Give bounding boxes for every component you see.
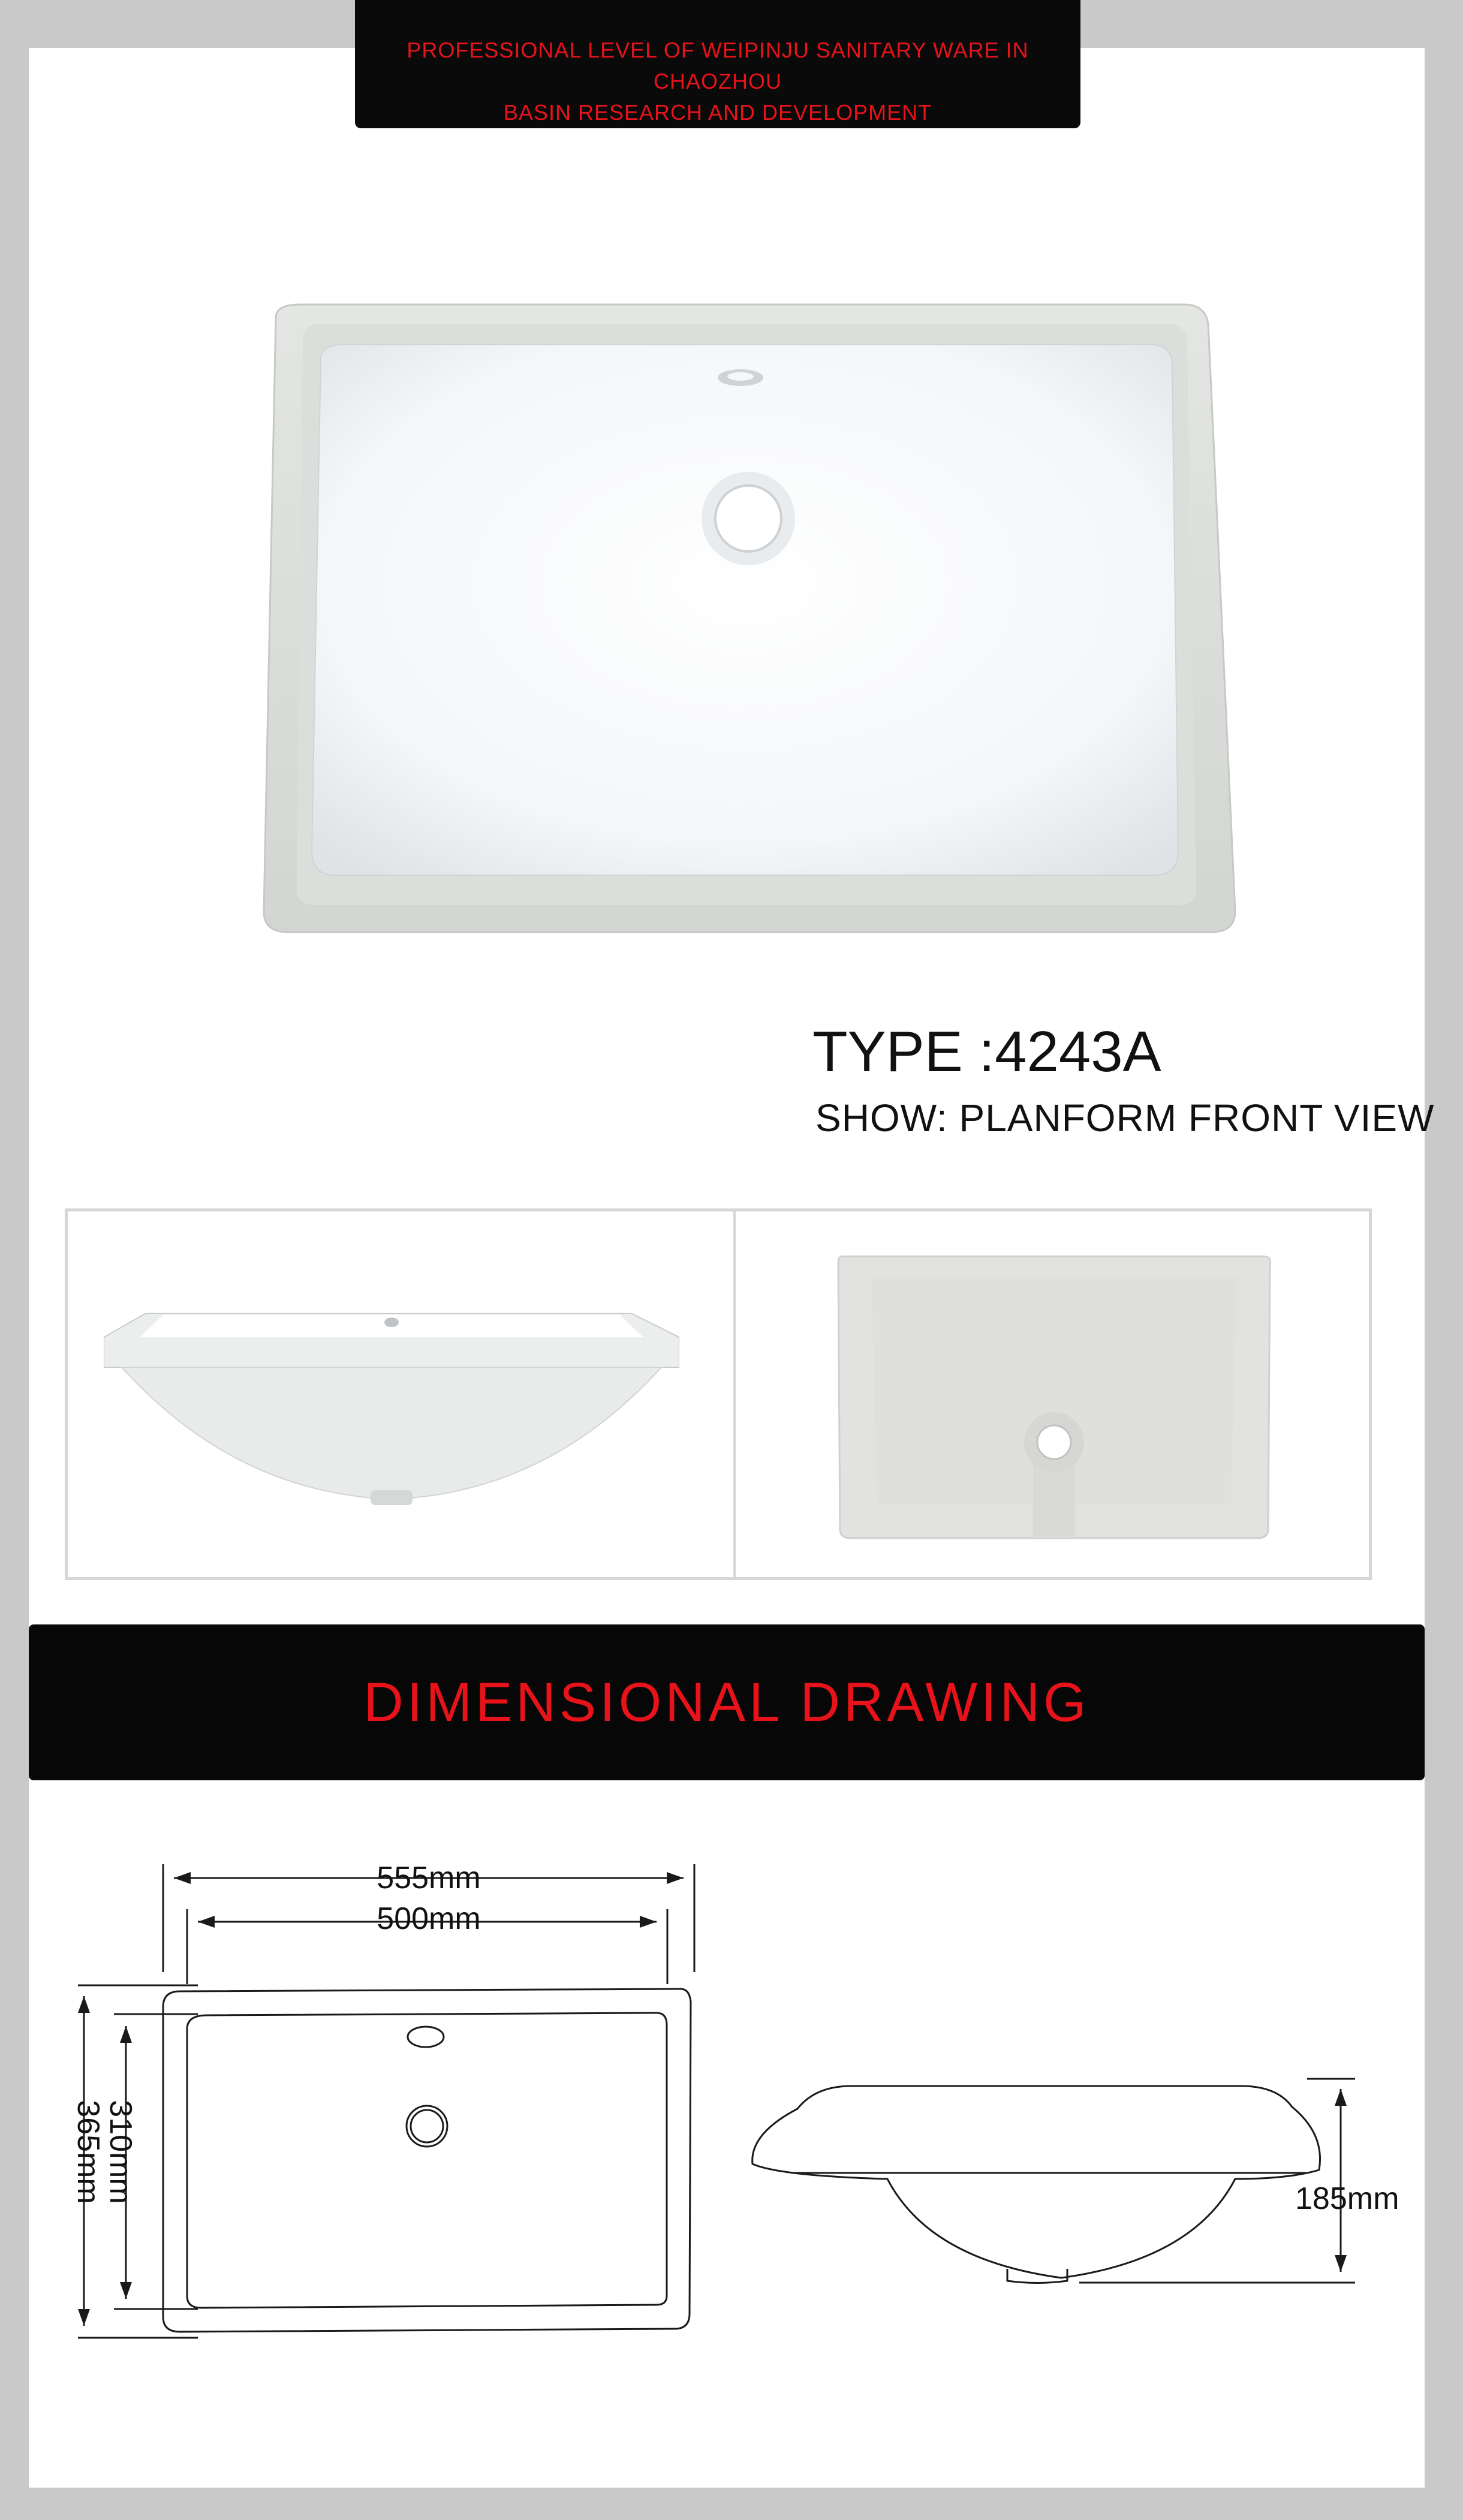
section-banner	[29, 1624, 1425, 1780]
brand-line-2: BASIN RESEARCH AND DEVELOPMENT	[503, 100, 932, 125]
views-divider	[733, 1211, 736, 1577]
outer-depth-label: 365mm	[71, 2100, 106, 2204]
basin-bottom-photo	[835, 1253, 1273, 1541]
inner-depth-label: 310mm	[103, 2100, 138, 2204]
inner-width-label: 500mm	[377, 1901, 481, 1936]
section-title: DIMENSIONAL DRAWING	[363, 1671, 1090, 1733]
height-label: 185mm	[1295, 2181, 1399, 2216]
dimension-drawing	[0, 1828, 1463, 2458]
outer-width-label: 555mm	[377, 1861, 481, 1895]
product-type: TYPE :4243A	[812, 1020, 1161, 1084]
basin-top-photo	[252, 300, 1241, 941]
view-caption: SHOW: PLANFORM FRONT VIEW	[815, 1096, 1435, 1140]
brand-line-1: PROFESSIONAL LEVEL OF WEIPINJU SANITARY WARE IN CHAOZHOU	[407, 38, 1029, 94]
brand-banner	[355, 0, 1080, 128]
alternate-views-panel	[65, 1208, 1372, 1580]
basin-side-photo	[104, 1301, 679, 1511]
